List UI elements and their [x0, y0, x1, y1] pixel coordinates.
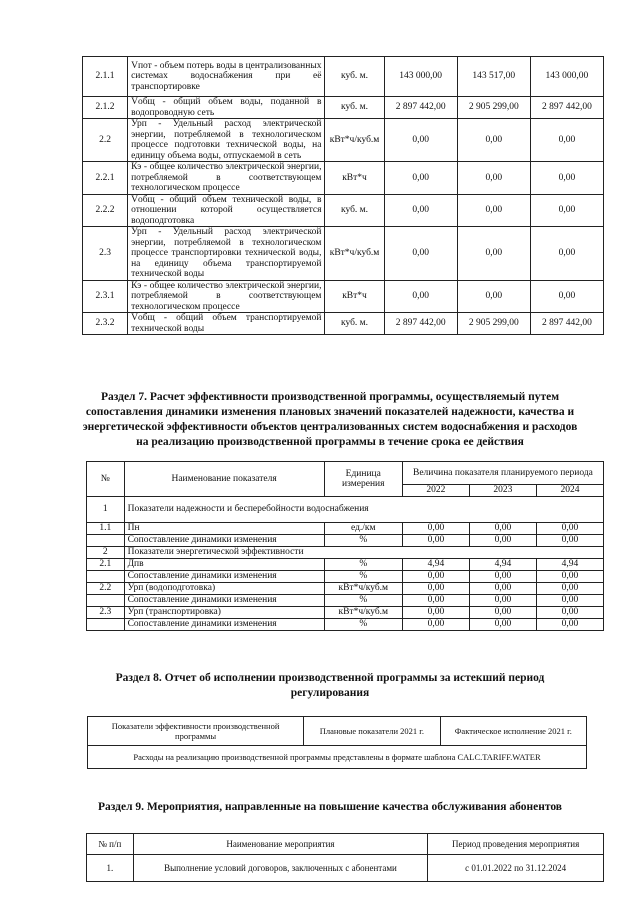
row-v2022: 0,00	[384, 119, 457, 162]
row-unit: кВт*ч	[325, 280, 384, 313]
section7-title: Раздел 7. Расчет эффективности производственной программы, осуществляемый путем сопоставления динамики изменения плановых значений показателей надежности, качества и энергетической эффективности объектов централизованных систем водоснабжения и расходов на реализацию производственной программы в течение срока ее действия	[82, 391, 578, 448]
efficiency-row	[87, 535, 604, 547]
measures-header-name: Наименование мероприятия	[133, 834, 428, 855]
indicator-row	[83, 227, 604, 281]
eff-num: 2.1	[87, 559, 125, 571]
eff-name: Показатели надежности и бесперебойности водоснабжения	[124, 497, 603, 523]
eff-name: Пн	[124, 523, 324, 535]
row-v2023: 2 905 299,00	[457, 97, 530, 119]
row-v2023: 0,00	[457, 162, 530, 195]
eff-2023: 0,00	[469, 607, 536, 619]
efficiency-row	[87, 607, 604, 619]
measures-table	[86, 833, 604, 882]
eff-num: 2	[87, 547, 125, 559]
row-unit: куб. м.	[325, 57, 384, 97]
section9-title: Раздел 9. Мероприятия, направленные на повышение качества обслуживания абонентов	[97, 801, 562, 813]
row-num: 2.1.1	[83, 57, 128, 97]
eff-2024: 0,00	[536, 523, 603, 535]
efficiency-row	[87, 547, 604, 559]
row-v2024: 0,00	[530, 119, 603, 162]
eff-num	[87, 571, 125, 583]
indicator-row	[83, 57, 604, 97]
eff-2023: 4,94	[469, 559, 536, 571]
year-2022-header: 2022	[402, 485, 469, 497]
row-desc: Урп - Удельный расход электрической энергии, потребляемой в технологическом процессе транспортировки технической воды, на единицу объема транспортируемой технической воды	[128, 227, 325, 281]
efficiency-row	[87, 571, 604, 583]
measures-header-period: Период проведения мероприятия	[428, 834, 604, 855]
eff-2022: 4,94	[402, 559, 469, 571]
eff-2022: 0,00	[402, 523, 469, 535]
row-desc: Урп - Удельный расход электрической энергии, потребляемой в технологическом процессе подготовки технической воды, на единицу объема воды, отпускаемой в сеть	[128, 119, 325, 162]
eff-2023: 0,00	[469, 595, 536, 607]
row-unit: куб. м.	[325, 97, 384, 119]
eff-num	[87, 535, 125, 547]
row-v2024: 0,00	[530, 227, 603, 281]
report-header-planned: Плановые показатели 2021 г.	[304, 717, 440, 746]
row-v2022: 0,00	[384, 227, 457, 281]
water-indicators-table	[82, 56, 604, 335]
eff-unit: %	[324, 559, 402, 571]
row-v2023: 0,00	[457, 280, 530, 313]
efficiency-row	[87, 619, 604, 631]
row-v2024: 2 897 442,00	[530, 97, 603, 119]
report-table	[87, 716, 587, 769]
eff-name: Сопоставление динамики изменения	[124, 595, 324, 607]
eff-2024: 0,00	[536, 583, 603, 595]
indicator-row	[83, 194, 604, 227]
indicator-row	[83, 280, 604, 313]
eff-2024: 4,94	[536, 559, 603, 571]
row-desc: Vобщ - общий объем технической воды, в отношении которой осуществляется водоподготовка	[128, 194, 325, 227]
eff-name: Сопоставление динамики изменения	[124, 535, 324, 547]
row-v2022: 0,00	[384, 194, 457, 227]
row-v2024: 143 000,00	[530, 57, 603, 97]
eff-num: 1.1	[87, 523, 125, 535]
row-num: 2.2.2	[83, 194, 128, 227]
row-v2023: 0,00	[457, 227, 530, 281]
eff-name: Показатели энергетической эффективности	[124, 547, 603, 559]
eff-num: 2.2	[87, 583, 125, 595]
row-num: 2.2	[83, 119, 128, 162]
eff-unit: %	[324, 595, 402, 607]
eff-name: Дпв	[124, 559, 324, 571]
eff-unit: %	[324, 619, 402, 631]
eff-2024: 0,00	[536, 619, 603, 631]
section8-title: Раздел 8. Отчет об исполнении производственной программы за истекший период регулирования	[115, 672, 545, 699]
row-num: 2.3	[83, 227, 128, 281]
report-header-indicators: Показатели эффективности производственной программы	[88, 717, 304, 746]
eff-2022: 0,00	[402, 619, 469, 631]
row-v2023: 2 905 299,00	[457, 313, 530, 335]
year-2024-header: 2024	[536, 485, 603, 497]
row-num: 2.1.2	[83, 97, 128, 119]
efficiency-row	[87, 523, 604, 535]
measure-name: Выполнение условий договоров, заключенных с абонентами	[133, 855, 428, 882]
year-2023-header: 2023	[469, 485, 536, 497]
row-unit: кВт*ч	[325, 162, 384, 195]
indicator-row	[83, 162, 604, 195]
row-v2024: 2 897 442,00	[530, 313, 603, 335]
row-num: 2.2.1	[83, 162, 128, 195]
row-v2022: 2 897 442,00	[384, 97, 457, 119]
row-v2023: 143 517,00	[457, 57, 530, 97]
eff-num: 1	[87, 497, 125, 523]
eff-2022: 0,00	[402, 535, 469, 547]
indicator-row	[83, 119, 604, 162]
eff-2022: 0,00	[402, 607, 469, 619]
col-value-header: Величина показателя планируемого периода	[402, 462, 603, 485]
row-v2022: 0,00	[384, 162, 457, 195]
row-desc: Vобщ - общий объем транспортируемой технической воды	[128, 313, 325, 335]
row-unit: куб. м.	[325, 194, 384, 227]
eff-name: Сопоставление динамики изменения	[124, 571, 324, 583]
eff-name: Урп (водоподготовка)	[124, 583, 324, 595]
col-num-header: №	[87, 462, 125, 497]
row-unit: куб. м.	[325, 313, 384, 335]
eff-2022: 0,00	[402, 583, 469, 595]
indicator-row	[83, 313, 604, 335]
row-v2022: 143 000,00	[384, 57, 457, 97]
efficiency-row	[87, 559, 604, 571]
eff-2024: 0,00	[536, 595, 603, 607]
measure-period: с 01.01.2022 по 31.12.2024	[428, 855, 604, 882]
row-num: 2.3.2	[83, 313, 128, 335]
row-v2022: 2 897 442,00	[384, 313, 457, 335]
row-v2023: 0,00	[457, 119, 530, 162]
row-num: 2.3.1	[83, 280, 128, 313]
row-unit: кВт*ч/куб.м	[325, 227, 384, 281]
row-v2024: 0,00	[530, 280, 603, 313]
efficiency-row	[87, 497, 604, 523]
eff-2023: 0,00	[469, 583, 536, 595]
row-v2024: 0,00	[530, 162, 603, 195]
row-v2023: 0,00	[457, 194, 530, 227]
eff-unit: ед./км	[324, 523, 402, 535]
efficiency-table	[86, 461, 604, 631]
row-desc: Кэ - общее количество электрической энергии, потребляемой в соответствующем технологическом процессе	[128, 280, 325, 313]
indicator-row	[83, 97, 604, 119]
eff-unit: %	[324, 571, 402, 583]
eff-2024: 0,00	[536, 571, 603, 583]
col-unit-header: Единица измерения	[324, 462, 402, 497]
eff-num	[87, 619, 125, 631]
eff-2023: 0,00	[469, 535, 536, 547]
report-header-actual: Фактическое исполнение 2021 г.	[440, 717, 586, 746]
eff-2024: 0,00	[536, 607, 603, 619]
report-note: Расходы на реализацию производственной программы представлены в формате шаблона CALC.TARIFF.WATER	[88, 746, 587, 769]
eff-2023: 0,00	[469, 523, 536, 535]
row-v2022: 0,00	[384, 280, 457, 313]
eff-2023: 0,00	[469, 619, 536, 631]
efficiency-row	[87, 595, 604, 607]
row-v2024: 0,00	[530, 194, 603, 227]
measures-header-num: № п/п	[87, 834, 134, 855]
eff-name: Сопоставление динамики изменения	[124, 619, 324, 631]
eff-num: 2.3	[87, 607, 125, 619]
eff-2023: 0,00	[469, 571, 536, 583]
col-name-header: Наименование показателя	[124, 462, 324, 497]
eff-unit: %	[324, 535, 402, 547]
eff-name: Урп (транспортировка)	[124, 607, 324, 619]
row-desc: Vобщ - общий объем воды, поданной в водопроводную сеть	[128, 97, 325, 119]
eff-2022: 0,00	[402, 595, 469, 607]
row-desc: Vпот - объем потерь воды в централизованных системах водоснабжения при её транспортировке	[128, 57, 325, 97]
eff-unit: кВт*ч/куб.м	[324, 607, 402, 619]
row-unit: кВт*ч/куб.м	[325, 119, 384, 162]
eff-unit: кВт*ч/куб.м	[324, 583, 402, 595]
measure-num: 1.	[87, 855, 134, 882]
efficiency-row	[87, 583, 604, 595]
eff-2024: 0,00	[536, 535, 603, 547]
eff-num	[87, 595, 125, 607]
eff-2022: 0,00	[402, 571, 469, 583]
row-desc: Кэ - общее количество электрической энергии, потребляемой в соответствующем технологическом процессе	[128, 162, 325, 195]
